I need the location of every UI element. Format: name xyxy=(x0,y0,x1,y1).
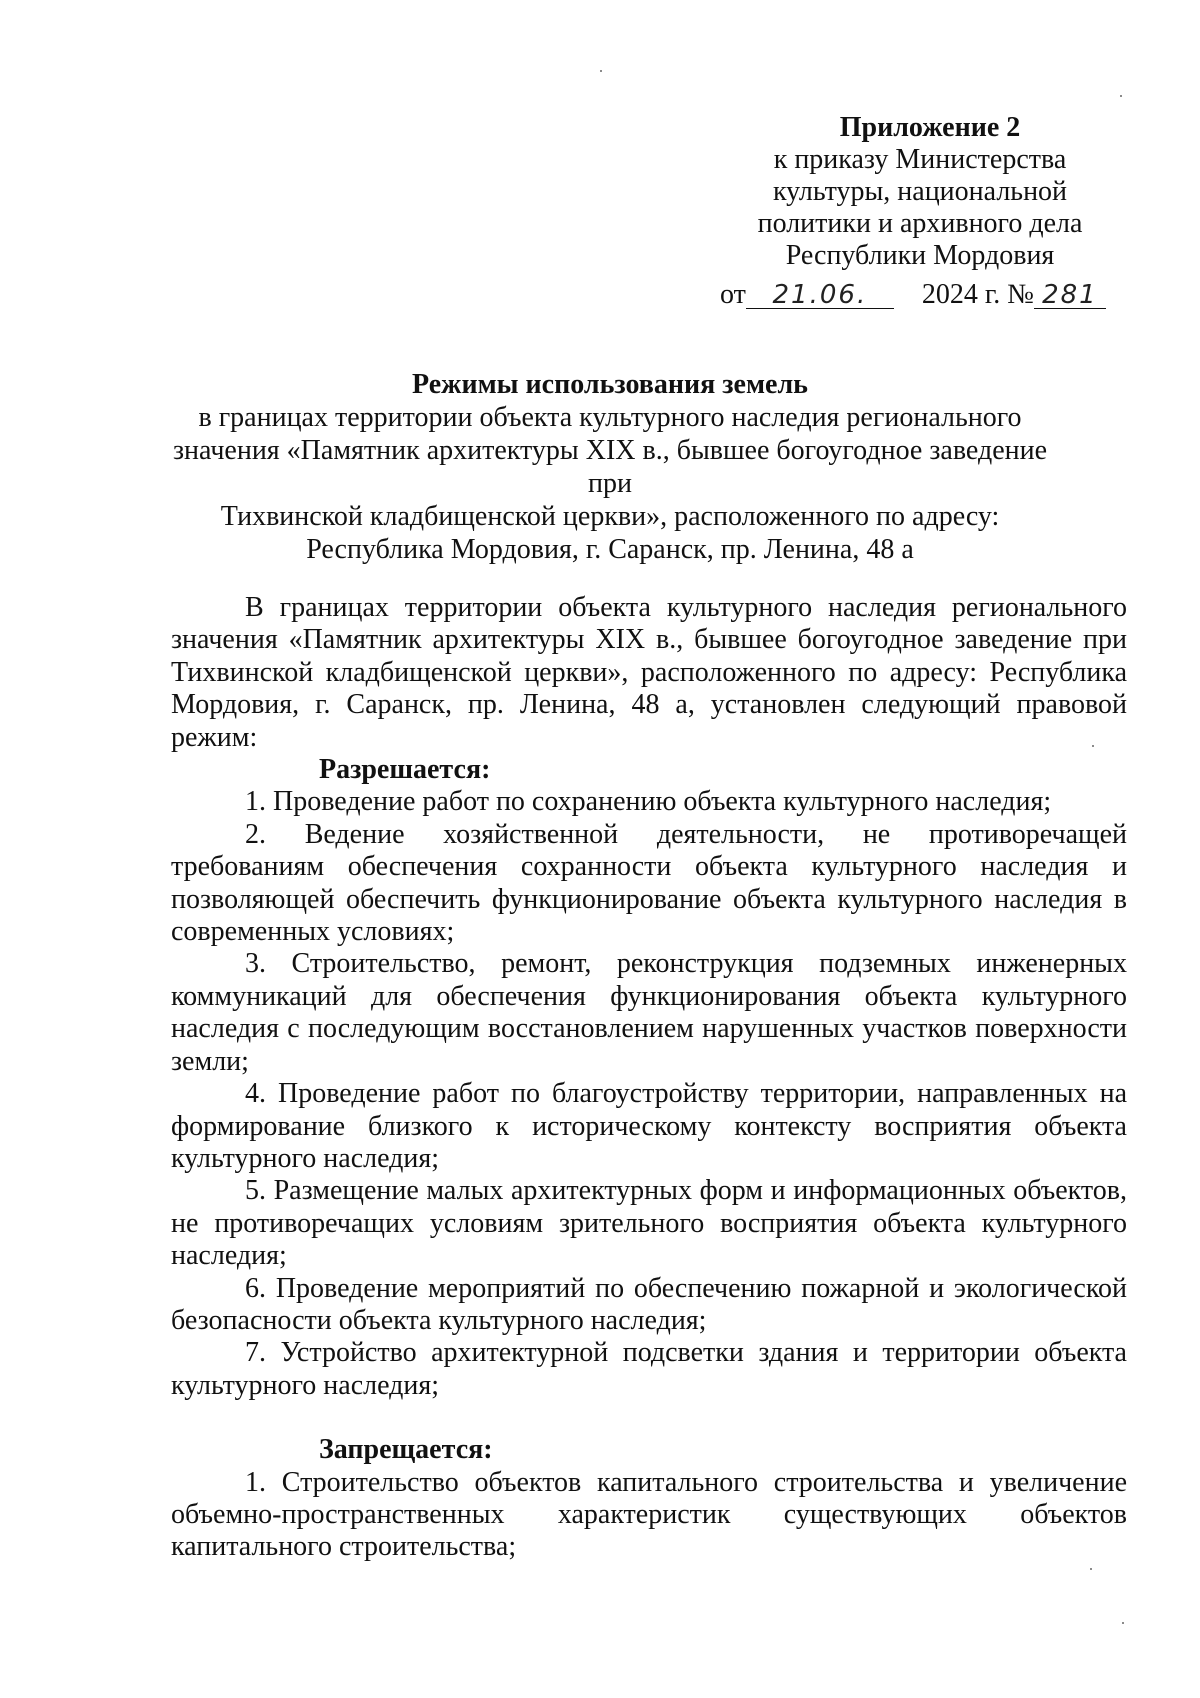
order-date-line xyxy=(720,278,1106,312)
appendix-line: политики и архивного дела xyxy=(757,208,1083,239)
heading-line: Тихвинской кладбищенской церкви», расположенного по адресу: xyxy=(220,501,1000,532)
allowed-item: 2. Ведение хозяйственной деятельности, не противоречащей требованиям обеспечения сохранности объекта культурного наследия и позволяющей обеспечить функционирование объекта культурного наследия в современных условиях; xyxy=(171,818,1127,948)
appendix-block xyxy=(700,112,1140,272)
document-body xyxy=(171,592,1127,1564)
section-gap xyxy=(171,1402,1127,1434)
forbidden-item: 1. Строительство объектов капитального строительства и увеличение объемно-пространственных характеристик существующих объектов капитального строительства; xyxy=(171,1466,1127,1563)
allowed-item: 6. Проведение мероприятий по обеспечению пожарной и экологической безопасности объекта культурного наследия; xyxy=(171,1272,1127,1336)
heading-line: Республика Мордовия, г. Саранск, пр. Ленина, 48 а xyxy=(306,534,914,565)
allowed-item: 1. Проведение работ по сохранению объекта культурного наследия; xyxy=(245,786,1052,818)
scan-speck xyxy=(600,70,602,72)
handwritten-date: 21.06. xyxy=(772,280,868,310)
scan-speck xyxy=(1090,1568,1092,1570)
date-prefix: от xyxy=(720,279,746,310)
allowed-item: 4. Проведение работ по благоустройству территории, направленных на формирование близкого к историческому контексту восприятия объекта культурного наследия; xyxy=(171,1078,1127,1174)
document-heading xyxy=(150,368,1070,566)
allowed-section-title: Разрешается: xyxy=(319,754,491,786)
allowed-item: 7. Устройство архитектурной подсветки здания и территории объекта культурного наследия; xyxy=(171,1337,1127,1401)
allowed-item: 5. Размещение малых архитектурных форм и информационных объектов, не противоречащих условиям зрительного восприятия объекта культурного наследия; xyxy=(171,1175,1127,1272)
intro-paragraph: В границах территории объекта культурного наследия регионального значения «Памятник архитектуры XIX в., бывшее богоугодное заведение при Тихвинской кладбищенской церкви», расположенного по адресу: Республика Мордовия, г. Саранск, пр. Ленина, 48 а, установлен следующий правовой режим: xyxy=(171,592,1127,753)
scan-speck xyxy=(1120,95,1122,97)
handwritten-number: 281 xyxy=(1042,280,1098,310)
scan-speck xyxy=(1122,1622,1124,1624)
date-blank xyxy=(746,278,894,309)
heading-title: Режимы использования земель xyxy=(412,369,808,400)
appendix-line: к приказу Министерства xyxy=(773,144,1067,175)
forbidden-section-title: Запрещается: xyxy=(319,1434,493,1466)
heading-line: значения «Памятник архитектуры XIX в., бывшее богоугодное заведение при xyxy=(172,435,1048,499)
appendix-line: Республики Мордовия xyxy=(785,240,1055,271)
appendix-line: культуры, национальной xyxy=(772,176,1068,207)
scan-speck xyxy=(1092,745,1094,747)
year-text: 2024 г. № xyxy=(921,279,1034,310)
appendix-title: Приложение 2 xyxy=(839,112,1021,143)
number-blank xyxy=(1034,278,1106,309)
allowed-item: 3. Строительство, ремонт, реконструкция подземных инженерных коммуникаций для обеспечения функционирования объекта культурного наследия с последующим восстановлением нарушенных участков поверхности земли; xyxy=(171,948,1127,1077)
heading-line: в границах территории объекта культурного наследия регионального xyxy=(198,402,1022,433)
